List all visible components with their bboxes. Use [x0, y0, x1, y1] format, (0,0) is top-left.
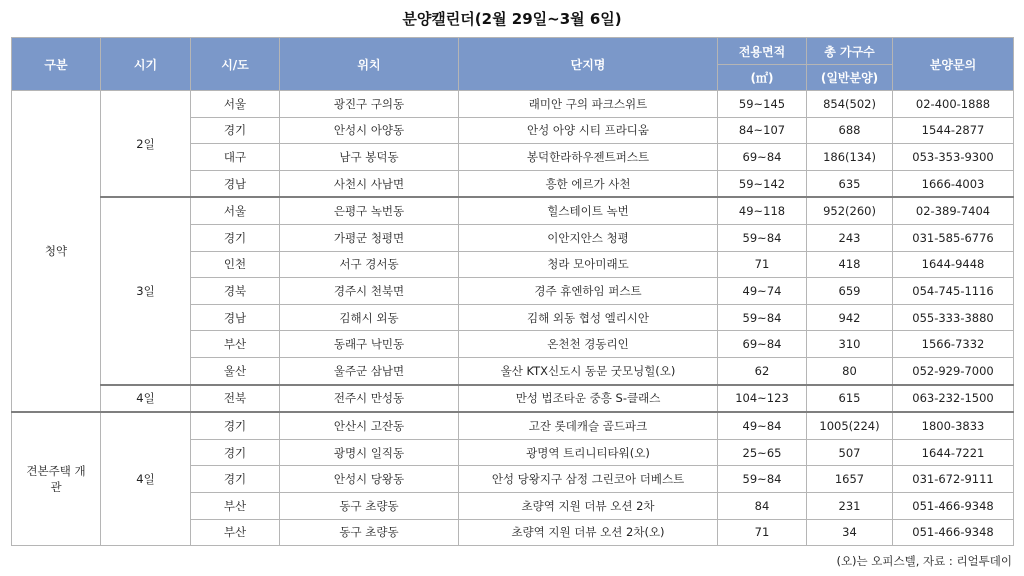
contact-cell: 031-672-9111: [893, 466, 1014, 493]
contact-cell: 1544-2877: [893, 117, 1014, 144]
province-cell: 경기: [191, 117, 280, 144]
households-cell: 1005(224): [807, 412, 893, 439]
households-cell: 635: [807, 170, 893, 197]
area-cell: 25~65: [718, 439, 807, 466]
households-cell: 659: [807, 278, 893, 305]
complex-cell: 이안지안스 청평: [459, 224, 718, 251]
complex-cell: 울산 KTX신도시 동문 굿모닝힐(오): [459, 357, 718, 384]
table-row: [12, 385, 1014, 413]
table-row: [12, 91, 1014, 118]
province-cell: 경기: [191, 224, 280, 251]
area-cell: 62: [718, 357, 807, 384]
complex-cell: 청라 모아미래도: [459, 251, 718, 278]
complex-cell: 힐스테이트 녹번: [459, 197, 718, 224]
timing-cell: 4일: [101, 385, 191, 413]
households-cell: 231: [807, 492, 893, 519]
households-cell: 243: [807, 224, 893, 251]
header-province: 시/도: [191, 38, 280, 91]
province-cell: 서울: [191, 197, 280, 224]
area-cell: 59~84: [718, 304, 807, 331]
location-cell: 광진구 구의동: [280, 91, 459, 118]
contact-cell: 031-585-6776: [893, 224, 1014, 251]
complex-cell: 고잔 롯데캐슬 골드파크: [459, 412, 718, 439]
households-cell: 34: [807, 519, 893, 546]
area-cell: 59~142: [718, 170, 807, 197]
table-body: [12, 91, 1014, 546]
area-cell: 49~84: [718, 412, 807, 439]
province-cell: 경북: [191, 278, 280, 305]
province-cell: 전북: [191, 385, 280, 413]
contact-cell: 051-466-9348: [893, 492, 1014, 519]
province-cell: 경기: [191, 466, 280, 493]
contact-cell: 1644-9448: [893, 251, 1014, 278]
location-cell: 전주시 만성동: [280, 385, 459, 413]
location-cell: 동구 초량동: [280, 519, 459, 546]
header-complex: 단지명: [459, 38, 718, 91]
location-cell: 울주군 삼남면: [280, 357, 459, 384]
province-cell: 경기: [191, 439, 280, 466]
timing-cell: 3일: [101, 197, 191, 384]
households-cell: 186(134): [807, 144, 893, 171]
area-cell: 59~84: [718, 466, 807, 493]
households-cell: 418: [807, 251, 893, 278]
province-cell: 인천: [191, 251, 280, 278]
category-cell: 청약: [12, 91, 101, 413]
households-cell: 952(260): [807, 197, 893, 224]
complex-cell: 봉덕한라하우젠트퍼스트: [459, 144, 718, 171]
contact-cell: 051-466-9348: [893, 519, 1014, 546]
area-cell: 84: [718, 492, 807, 519]
contact-cell: 053-353-9300: [893, 144, 1014, 171]
location-cell: 안산시 고잔동: [280, 412, 459, 439]
area-cell: 59~84: [718, 224, 807, 251]
header-households: 총 가구수: [807, 38, 893, 65]
households-cell: 688: [807, 117, 893, 144]
page-title: 분양캘린더(2월 29일~3월 6일): [402, 10, 622, 28]
households-cell: 942: [807, 304, 893, 331]
contact-cell: 1800-3833: [893, 412, 1014, 439]
province-cell: 경남: [191, 170, 280, 197]
table-row: [12, 412, 1014, 439]
complex-cell: 김해 외동 협성 엘리시안: [459, 304, 718, 331]
location-cell: 가평군 청평면: [280, 224, 459, 251]
table-row: [12, 197, 1014, 224]
location-cell: 서구 경서동: [280, 251, 459, 278]
location-cell: 광명시 일직동: [280, 439, 459, 466]
area-cell: 84~107: [718, 117, 807, 144]
location-cell: 사천시 사남면: [280, 170, 459, 197]
province-cell: 경기: [191, 412, 280, 439]
contact-cell: 055-333-3880: [893, 304, 1014, 331]
households-cell: 854(502): [807, 91, 893, 118]
province-cell: 대구: [191, 144, 280, 171]
category-cell: 견본주택 개관: [12, 412, 101, 545]
timing-cell: 2일: [101, 91, 191, 198]
contact-cell: 052-929-7000: [893, 357, 1014, 384]
contact-cell: 1666-4003: [893, 170, 1014, 197]
complex-cell: 래미안 구의 파크스위트: [459, 91, 718, 118]
contact-cell: 063-232-1500: [893, 385, 1014, 413]
location-cell: 안성시 당왕동: [280, 466, 459, 493]
complex-cell: 안성 아양 시티 프라디움: [459, 117, 718, 144]
province-cell: 부산: [191, 492, 280, 519]
header-location: 위치: [280, 38, 459, 91]
complex-cell: 흥한 에르가 사천: [459, 170, 718, 197]
header-area: 전용면적: [718, 38, 807, 65]
contact-cell: 1566-7332: [893, 331, 1014, 358]
complex-cell: 안성 당왕지구 삼정 그린코아 더베스트: [459, 466, 718, 493]
header-contact: 분양문의: [893, 38, 1014, 91]
location-cell: 경주시 천북면: [280, 278, 459, 305]
province-cell: 경남: [191, 304, 280, 331]
contact-cell: 1644-7221: [893, 439, 1014, 466]
header-category: 구분: [12, 38, 101, 91]
province-cell: 부산: [191, 331, 280, 358]
contact-cell: 02-400-1888: [893, 91, 1014, 118]
location-cell: 동래구 낙민동: [280, 331, 459, 358]
area-cell: 49~118: [718, 197, 807, 224]
footnote: (오)는 오피스텔, 자료 : 리얼투데이: [836, 554, 1012, 568]
area-cell: 69~84: [718, 331, 807, 358]
households-cell: 1657: [807, 466, 893, 493]
location-cell: 은평구 녹번동: [280, 197, 459, 224]
contact-cell: 02-389-7404: [893, 197, 1014, 224]
province-cell: 서울: [191, 91, 280, 118]
households-cell: 80: [807, 357, 893, 384]
header-households-sub: (일반분양): [807, 65, 893, 91]
area-cell: 71: [718, 519, 807, 546]
area-cell: 69~84: [718, 144, 807, 171]
header-timing: 시기: [101, 38, 191, 91]
province-cell: 부산: [191, 519, 280, 546]
location-cell: 동구 초량동: [280, 492, 459, 519]
complex-cell: 온천천 경동리인: [459, 331, 718, 358]
households-cell: 310: [807, 331, 893, 358]
province-cell: 울산: [191, 357, 280, 384]
households-cell: 615: [807, 385, 893, 413]
contact-cell: 054-745-1116: [893, 278, 1014, 305]
households-cell: 507: [807, 439, 893, 466]
complex-cell: 만성 법조타운 중흥 S-클래스: [459, 385, 718, 413]
sales-calendar-table: [11, 37, 1014, 546]
header-area-unit: (㎡): [718, 65, 807, 91]
complex-cell: 광명역 트리니티타워(오): [459, 439, 718, 466]
complex-cell: 경주 휴엔하임 퍼스트: [459, 278, 718, 305]
complex-cell: 초량역 지원 더뷰 오션 2차(오): [459, 519, 718, 546]
timing-cell: 4일: [101, 412, 191, 545]
location-cell: 김해시 외동: [280, 304, 459, 331]
area-cell: 71: [718, 251, 807, 278]
location-cell: 남구 봉덕동: [280, 144, 459, 171]
area-cell: 49~74: [718, 278, 807, 305]
complex-cell: 초량역 지원 더뷰 오션 2차: [459, 492, 718, 519]
area-cell: 59~145: [718, 91, 807, 118]
area-cell: 104~123: [718, 385, 807, 413]
location-cell: 안성시 아양동: [280, 117, 459, 144]
